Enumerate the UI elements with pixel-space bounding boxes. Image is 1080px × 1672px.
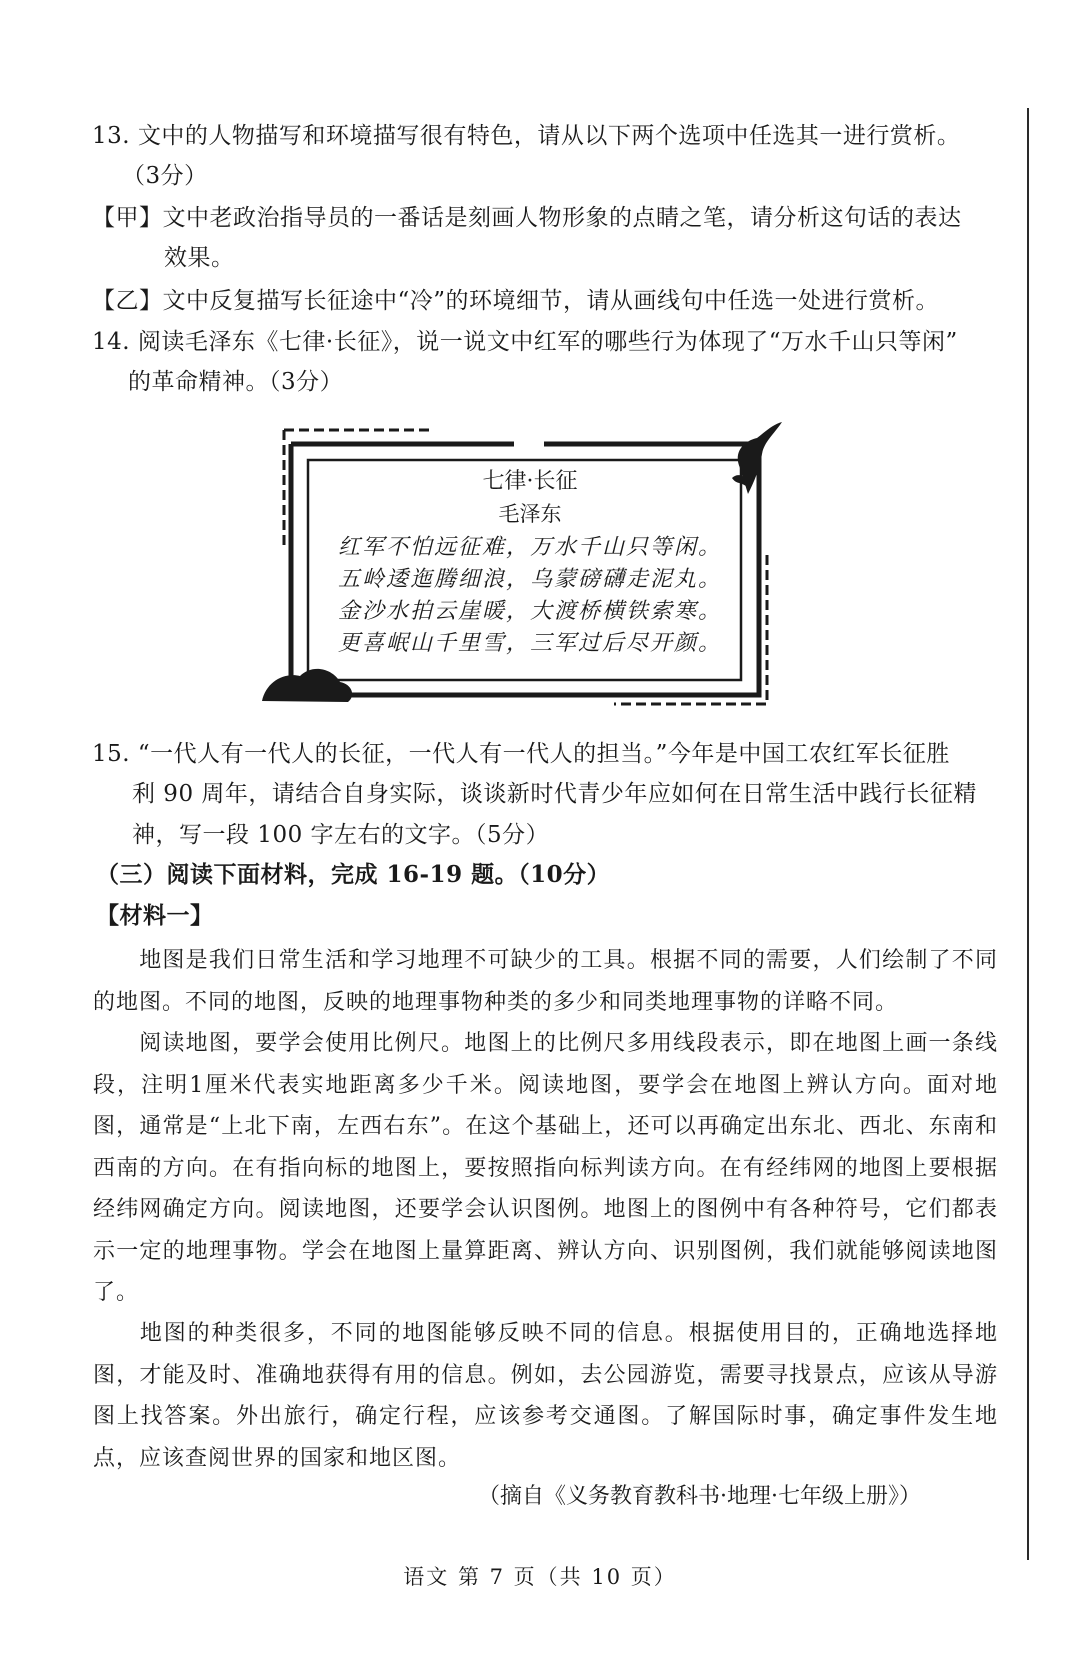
poem-line: 红军不怕远征难，万水千山只等闲。 <box>337 535 722 560</box>
q15-line2: 利 90 周年，请结合自身实际，谈谈新时代青少年应如何在日常生活中践行长征精 <box>132 781 977 807</box>
material1-paragraph-3 <box>93 1313 998 1479</box>
material1-p1-text: 地图是我们日常生活和学习地理不可缺少的工具。根据不同的需要，人们绘制了不同的地图。不同的地图，反映的地理事物种类的多少和同类地理事物的详略不同。 <box>93 948 998 1015</box>
section3-heading: （三）阅读下面材料，完成 16-19 题。（10分） <box>96 861 611 888</box>
q15-line3: 神，写一段 100 字左右的文字。（5分） <box>132 822 550 848</box>
poem-line: 金沙水拍云崖暖，大渡桥横铁索寒。 <box>337 599 722 624</box>
q13-option-jia-cont: 效果。 <box>164 245 235 271</box>
material1-paragraph-2 <box>93 1023 998 1314</box>
material1-p2-text: 阅读地图，要学会使用比例尺。地图上的比例尺多用线段表示，即在地图上画一条线段，注明1厘米代表实地距离多少千米。阅读地图，要学会在地图上辨认方向。面对地图，通常是“上北下南，左西右东”。在这个基础上，还可以再确定出东北、西北、东南和西南的方向。在有指向标的地图上，要按照指向标判读方向。在有经纬网的地图上要根据经纬网确定方向。阅读地图，还要学会认识图例。地图上的图例中有各种符号，它们都表示一定的地理事物。学会在地图上量算距离、辨认方向、识别图例，我们就能够阅读地图了。 <box>93 1031 998 1305</box>
poem <box>310 466 750 660</box>
q14-line2: 的革命精神。（3分） <box>128 369 344 395</box>
q15-line1: 15. “一代人有一代人的长征，一代人有一代人的担当。”今年是中国工农红军长征胜 <box>92 741 950 767</box>
poem-line: 更喜岷山千里雪，三军过后尽开颜。 <box>337 631 722 656</box>
q14-line1: 14. 阅读毛泽东《七律·长征》，说一说文中红军的哪些行为体现了“万水千山只等闲” <box>92 329 958 355</box>
material1-label: 【材料一】 <box>96 902 214 929</box>
q13-line1: 13. 文中的人物描写和环境描写很有特色，请从以下两个选项中任选其一进行赏析。 <box>92 123 961 149</box>
page-footer: 语文 第 7 页（共 10 页） <box>403 1565 677 1589</box>
material1-p3-text: 地图的种类很多，不同的地图能够反映不同的信息。根据使用目的，正确地选择地图，才能及时、准确地获得有用的信息。例如，去公园游览，需要寻找景点，应该从导游图上找答案。外出旅行，确定行程，应该参考交通图。了解国际时事，确定事件发生地点，应该查阅世界的国家和地区图。 <box>93 1321 998 1471</box>
poem-title: 七律·长征 <box>482 469 578 494</box>
poem-line: 五岭逶迤腾细浪，乌蒙磅礴走泥丸。 <box>337 567 722 592</box>
q13-score: （3分） <box>122 163 208 189</box>
margin-rule <box>1027 108 1029 1560</box>
material1-source: （摘自《义务教育教科书·地理·七年级上册》） <box>478 1484 921 1509</box>
material1-paragraph-1 <box>93 940 998 1023</box>
poem-author: 毛泽东 <box>498 502 562 526</box>
q13-option-yi: 【乙】文中反复描写长征途中“冷”的环境细节，请从画线句中任选一处进行赏析。 <box>92 288 940 314</box>
q13-option-jia: 【甲】文中老政治指导员的一番话是刻画人物形象的点睛之笔，请分析这句话的表达 <box>92 205 962 231</box>
